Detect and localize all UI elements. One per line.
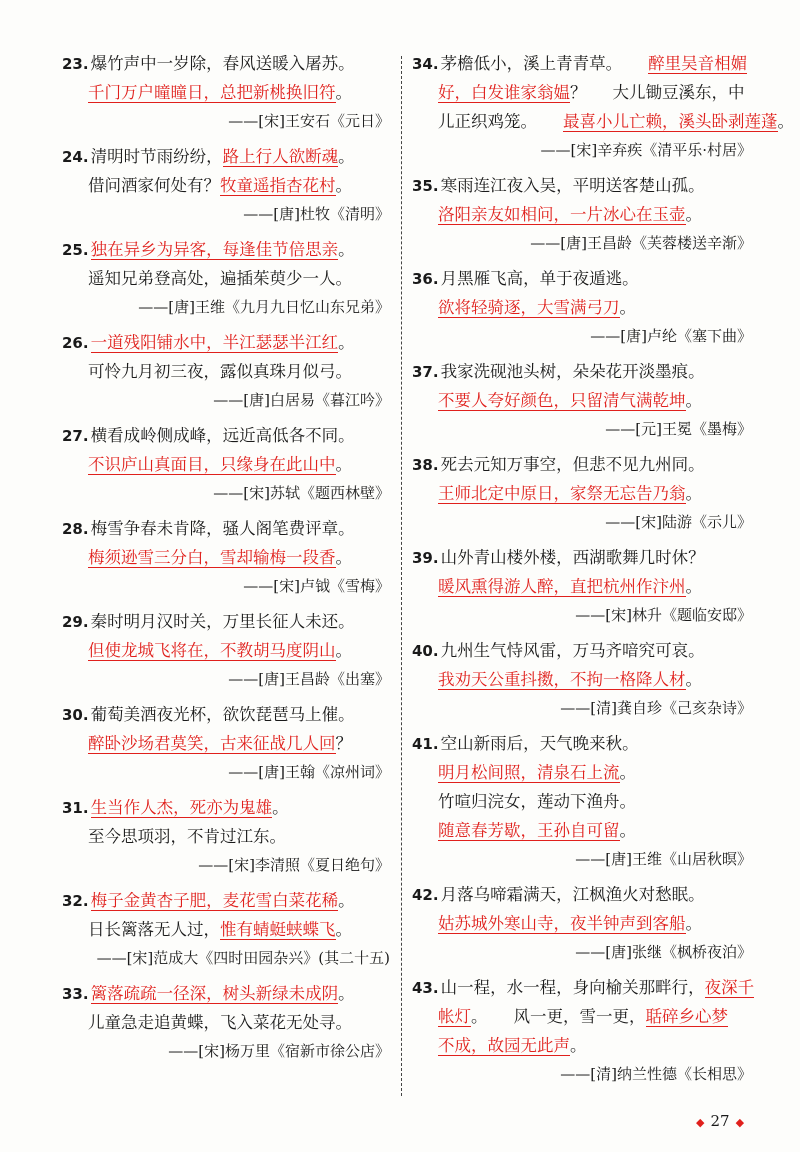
poem-line xyxy=(412,637,752,666)
poem-entry xyxy=(62,143,390,229)
poem-entry xyxy=(62,701,390,787)
verse-text: 大儿锄豆溪东，中 xyxy=(612,83,745,102)
poem-line xyxy=(412,480,752,509)
poem-line xyxy=(412,910,752,939)
verse-text: 。 xyxy=(338,147,355,166)
answer-text: 惟有蜻蜓蛱蝶飞 xyxy=(220,920,336,939)
poem-entry xyxy=(412,544,752,630)
verse-text: 。 xyxy=(335,641,352,660)
poem-line xyxy=(62,143,390,172)
verse-text: 。 xyxy=(338,333,355,352)
verse-text: 寒雨连江夜入吴，平明送客楚山孤。 xyxy=(440,176,705,195)
poem-entry xyxy=(412,358,752,444)
answer-text: 牧童遥指杏花村 xyxy=(220,176,336,195)
poem-line xyxy=(62,172,390,201)
poem-number: 34. xyxy=(412,55,439,73)
poem-source: ——[唐]王翰《凉州词》 xyxy=(228,763,390,781)
poem-source: ——[唐]白居易《暮江吟》 xyxy=(213,391,390,409)
poem-line xyxy=(412,666,752,695)
answer-text: 帐灯 xyxy=(438,1007,471,1026)
poem-line xyxy=(412,79,752,108)
poem-number: 25. xyxy=(62,241,89,259)
poem-line xyxy=(62,1009,390,1038)
poem-line xyxy=(412,544,752,573)
answer-text: 欲将轻骑逐，大雪满弓刀 xyxy=(438,298,620,317)
poem-number: 43. xyxy=(412,979,439,997)
poem-entry xyxy=(62,329,390,415)
poem-line xyxy=(62,50,390,79)
poem-number: 36. xyxy=(412,270,439,288)
poem-source: ——[唐]王维《山居秋暝》 xyxy=(575,850,752,868)
verse-text: 风一更，雪一更， xyxy=(513,1007,646,1026)
poem-entry xyxy=(62,887,390,973)
poem-line xyxy=(62,794,390,823)
verse-text: 借问酒家何处有？ xyxy=(88,176,220,195)
verse-text: 茅檐低小，溪上青青草。 xyxy=(440,54,623,73)
verse-text: 。 xyxy=(570,1036,587,1055)
poem-entry xyxy=(62,50,390,136)
verse-text: 。 xyxy=(335,455,352,474)
verse-text: 横看成岭侧成峰，远近高低各不同。 xyxy=(90,426,355,445)
poem-line xyxy=(62,329,390,358)
verse-text: 儿童急走追黄蝶，飞入菜花无处寻。 xyxy=(88,1013,352,1032)
verse-text: 。 xyxy=(619,821,636,840)
poem-entry xyxy=(62,608,390,694)
poem-line xyxy=(62,980,390,1009)
poem-entry xyxy=(62,980,390,1066)
verse-text: 至今思项羽，不肯过江东。 xyxy=(88,827,286,846)
verse-text: ？ xyxy=(335,734,352,753)
poem-entry xyxy=(62,236,390,322)
poem-line xyxy=(62,608,390,637)
poem-source: ——[唐]张继《枫桥夜泊》 xyxy=(575,943,752,961)
poem-number: 39. xyxy=(412,549,439,567)
verse-text: 梅雪争春未肯降，骚人阁笔费评章。 xyxy=(90,519,355,538)
poem-entry xyxy=(412,451,752,537)
poem-line xyxy=(62,79,390,108)
poem-number: 23. xyxy=(62,55,89,73)
column-divider xyxy=(401,56,402,1096)
verse-text: 。 xyxy=(685,914,702,933)
verse-text: 九州生气恃风雷，万马齐喑究可哀。 xyxy=(440,641,705,660)
poem-line xyxy=(412,172,752,201)
answer-text: 醉里吴音相媚 xyxy=(648,54,748,73)
poem-entry xyxy=(412,881,752,967)
poem-source: ——[宋]王安石《元日》 xyxy=(228,112,390,130)
verse-text: 儿正织鸡笼。 xyxy=(438,112,537,131)
poem-number: 32. xyxy=(62,892,89,910)
verse-text: 。 xyxy=(338,984,355,1003)
verse-text: 。 xyxy=(777,112,794,131)
poem-line xyxy=(412,817,752,846)
poem-entry xyxy=(62,794,390,880)
verse-text: 。 xyxy=(272,798,289,817)
answer-text: 明月松间照，清泉石上流 xyxy=(438,763,620,782)
verse-text: 秦时明月汉时关，万里长征人未还。 xyxy=(90,612,355,631)
poem-line xyxy=(412,1032,752,1061)
diamond-right-icon: ◆ xyxy=(735,1116,745,1129)
answer-text: 不要人夸好颜色，只留清气满乾坤 xyxy=(438,391,686,410)
poem-entry xyxy=(412,172,752,258)
verse-text: 。 xyxy=(685,670,702,689)
poem-line xyxy=(412,294,752,323)
poem-source: ——[唐]杜牧《清明》 xyxy=(243,205,390,223)
poem-number: 41. xyxy=(412,735,439,753)
answer-text: 暖风熏得游人醉，直把杭州作汴州 xyxy=(438,577,686,596)
verse-text: 。 xyxy=(619,763,636,782)
verse-text: 死去元知万事空，但悲不见九州同。 xyxy=(440,455,705,474)
verse-text: 可怜九月初三夜，露似真珠月似弓。 xyxy=(88,362,352,381)
poem-source: ——[宋]苏轼《题西林壁》 xyxy=(213,484,390,502)
answer-text: 好，白发谁家翁媪 xyxy=(438,83,570,102)
poem-entry xyxy=(412,637,752,723)
diamond-left-icon: ◆ xyxy=(696,1116,705,1129)
verse-text: 。 xyxy=(685,205,702,224)
poem-line xyxy=(412,265,752,294)
poem-line xyxy=(412,788,752,817)
poem-line xyxy=(62,544,390,573)
answer-text: 不识庐山真面目，只缘身在此山中 xyxy=(88,455,336,474)
poem-line xyxy=(62,422,390,451)
poem-line xyxy=(412,573,752,602)
answer-text: 梅须逊雪三分白，雪却输梅一段香 xyxy=(88,548,336,567)
verse-text: 我家洗砚池头树，朵朵花开淡墨痕。 xyxy=(440,362,705,381)
verse-text: 山一程，水一程，身向榆关那畔行， xyxy=(440,978,705,997)
answer-text: 聒碎乡心梦 xyxy=(645,1007,728,1026)
answer-text: 我劝天公重抖擞，不拘一格降人材 xyxy=(438,670,686,689)
poem-source: ——[清]纳兰性德《长相思》 xyxy=(560,1065,752,1083)
poem-source: ——[宋]林升《题临安邸》 xyxy=(575,606,752,624)
verse-text: 月黑雁飞高，单于夜遁逃。 xyxy=(440,269,639,288)
answer-text: 一道残阳铺水中，半江瑟瑟半江红 xyxy=(90,333,339,352)
answer-text: 独在异乡为异客，每逢佳节倍思亲 xyxy=(90,240,339,259)
poem-number: 37. xyxy=(412,363,439,381)
poem-line xyxy=(412,358,752,387)
verse-text: 。 xyxy=(335,548,352,567)
poem-line xyxy=(62,451,390,480)
verse-text: 。 xyxy=(471,1007,488,1026)
poem-entry xyxy=(412,50,794,165)
verse-text: 。 xyxy=(335,83,352,102)
poem-line xyxy=(62,358,390,387)
poem-source: ——[元]王冕《墨梅》 xyxy=(605,420,752,438)
answer-text: 但使龙城飞将在，不教胡马度阴山 xyxy=(88,641,336,660)
verse-text: 。 xyxy=(619,298,636,317)
poem-number: 33. xyxy=(62,985,89,1003)
poem-number: 30. xyxy=(62,706,89,724)
verse-text: 爆竹声中一岁除，春风送暖入屠苏。 xyxy=(90,54,355,73)
poem-source: ——[宋]卢钺《雪梅》 xyxy=(243,577,390,595)
poem-number: 28. xyxy=(62,520,89,538)
poem-number: 35. xyxy=(412,177,439,195)
poem-line xyxy=(412,50,752,79)
poem-source: ——[宋]李清照《夏日绝句》 xyxy=(198,856,390,874)
answer-text: 王师北定中原日，家祭无忘告乃翁 xyxy=(438,484,686,503)
poem-number: 29. xyxy=(62,613,89,631)
verse-text: 山外青山楼外楼，西湖歌舞几时休？ xyxy=(440,548,705,567)
poem-source: ——[唐]王维《九月九日忆山东兄弟》 xyxy=(138,298,390,316)
answer-text: 千门万户曈曈日，总把新桃换旧符 xyxy=(88,83,336,102)
answer-text: 路上行人欲断魂 xyxy=(222,147,339,166)
answer-text: 随意春芳歇，王孙自可留 xyxy=(438,821,620,840)
answer-text: 不成，故园无此声 xyxy=(438,1036,570,1055)
poem-line xyxy=(412,730,752,759)
verse-text: 遥知兄弟登高处，遍插茱萸少一人。 xyxy=(88,269,352,288)
verse-text: 。 xyxy=(338,891,355,910)
page-footer xyxy=(690,1112,750,1130)
verse-text: 。 xyxy=(685,391,702,410)
poem-line xyxy=(412,108,794,137)
verse-text: 葡萄美酒夜光杯，欲饮琵琶马上催。 xyxy=(90,705,355,724)
answer-text: 姑苏城外寒山寺，夜半钟声到客船 xyxy=(438,914,686,933)
poem-line xyxy=(62,887,390,916)
poem-line xyxy=(412,201,752,230)
verse-text: 月落乌啼霜满天，江枫渔火对愁眠。 xyxy=(440,885,705,904)
answer-text: 篱落疏疏一径深，树头新绿未成阴 xyxy=(90,984,339,1003)
poem-line xyxy=(412,387,752,416)
poem-line xyxy=(62,637,390,666)
answer-text: 最喜小儿亡赖，溪头卧剥莲蓬 xyxy=(563,112,778,131)
answer-text: 洛阳亲友如相问，一片冰心在玉壶 xyxy=(438,205,686,224)
poem-source: ——[宋]范成大《四时田园杂兴》(其二十五) xyxy=(96,949,390,967)
page-number: 27 xyxy=(710,1112,730,1130)
answer-text: 醉卧沙场君莫笑，古来征战几人回 xyxy=(88,734,336,753)
poem-entry xyxy=(412,974,755,1089)
poem-line xyxy=(62,916,390,945)
answer-text: 梅子金黄杏子肥，麦花雪白菜花稀 xyxy=(90,891,339,910)
poem-line xyxy=(412,1003,752,1032)
poem-source: ——[清]龚自珍《己亥杂诗》 xyxy=(560,699,752,717)
poem-number: 38. xyxy=(412,456,439,474)
poem-source: ——[宋]陆游《示儿》 xyxy=(605,513,752,531)
right-column xyxy=(412,50,794,1096)
verse-text: 。 xyxy=(338,240,355,259)
poem-source: ——[宋]辛弃疾《清平乐·村居》 xyxy=(540,141,752,159)
poem-source: ——[唐]王昌龄《出塞》 xyxy=(228,670,390,688)
poem-line xyxy=(412,759,752,788)
verse-text: 清明时节雨纷纷， xyxy=(90,147,223,166)
answer-text: 夜深千 xyxy=(704,978,755,997)
verse-text: ？ xyxy=(570,83,587,102)
poem-entry xyxy=(412,730,752,874)
poem-line xyxy=(62,730,390,759)
poem-line xyxy=(412,451,752,480)
verse-text: 。 xyxy=(335,176,352,195)
poem-line xyxy=(62,823,390,852)
poem-entry xyxy=(62,422,390,508)
verse-text: 空山新雨后，天气晚来秋。 xyxy=(440,734,639,753)
poem-line xyxy=(62,515,390,544)
poem-line xyxy=(62,265,390,294)
verse-text: 竹喧归浣女，莲动下渔舟。 xyxy=(438,792,636,811)
poem-source: ——[宋]杨万里《宿新市徐公店》 xyxy=(168,1042,390,1060)
poem-number: 26. xyxy=(62,334,89,352)
poem-number: 40. xyxy=(412,642,439,660)
poem-entry xyxy=(62,515,390,601)
verse-text: 日长篱落无人过， xyxy=(88,920,220,939)
poem-line xyxy=(412,974,755,1003)
verse-text: 。 xyxy=(335,920,352,939)
poem-number: 31. xyxy=(62,799,89,817)
poem-number: 24. xyxy=(62,148,89,166)
poem-entry xyxy=(412,265,752,351)
poem-line xyxy=(412,881,752,910)
poem-number: 42. xyxy=(412,886,439,904)
poem-number: 27. xyxy=(62,427,89,445)
poem-line xyxy=(62,701,390,730)
verse-text: 。 xyxy=(685,577,702,596)
verse-text: 。 xyxy=(685,484,702,503)
poem-line xyxy=(62,236,390,265)
poem-source: ——[唐]王昌龄《芙蓉楼送辛渐》 xyxy=(530,234,752,252)
poem-source: ——[唐]卢纶《塞下曲》 xyxy=(590,327,752,345)
left-column xyxy=(62,50,390,1073)
answer-text: 生当作人杰，死亦为鬼雄 xyxy=(90,798,273,817)
